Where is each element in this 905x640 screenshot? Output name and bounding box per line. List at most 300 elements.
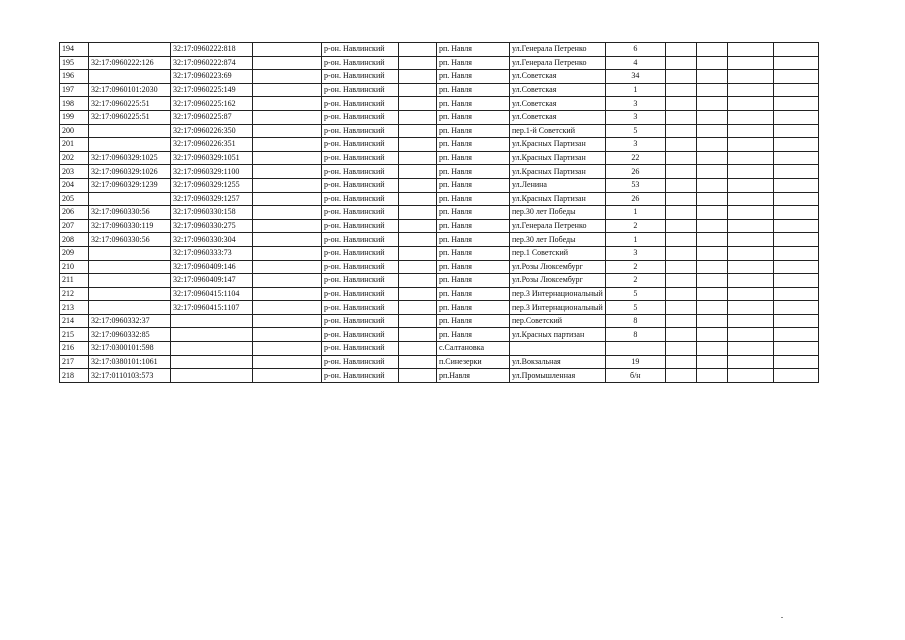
row-number-cell: 204 (60, 178, 89, 192)
row-number-cell: 203 (60, 165, 89, 179)
empty-cell (696, 301, 727, 315)
building-cadastral-cell: 32:17:0960333:73 (171, 246, 253, 260)
empty-cell (665, 369, 696, 383)
row-number-cell: 196 (60, 70, 89, 84)
scan-speck (781, 617, 783, 618)
building-cadastral-cell (171, 369, 253, 383)
empty-cell (773, 138, 818, 152)
house-number-cell: 1 (605, 206, 665, 220)
locality-cell: рп. Навля (437, 70, 510, 84)
empty-cell (696, 274, 727, 288)
blank-cell (399, 124, 437, 138)
row-number-cell: 201 (60, 138, 89, 152)
blank-cell (399, 246, 437, 260)
house-number-cell: 3 (605, 246, 665, 260)
empty-cell (665, 151, 696, 165)
empty-cell (665, 233, 696, 247)
empty-cell (665, 178, 696, 192)
empty-cell (773, 246, 818, 260)
blank-cell (253, 314, 322, 328)
locality-cell: рп. Навля (437, 43, 510, 57)
empty-cell (696, 246, 727, 260)
blank-cell (399, 43, 437, 57)
empty-cell (727, 342, 773, 356)
empty-cell (665, 70, 696, 84)
blank-cell (399, 151, 437, 165)
street-cell: ул.Розы Люксембург (510, 260, 606, 274)
table-row (60, 314, 819, 328)
empty-cell (727, 301, 773, 315)
cadastral-number-cell (89, 70, 171, 84)
blank-cell (399, 70, 437, 84)
empty-cell (727, 314, 773, 328)
empty-cell (665, 219, 696, 233)
empty-cell (696, 233, 727, 247)
blank-cell (253, 178, 322, 192)
empty-cell (727, 70, 773, 84)
empty-cell (696, 178, 727, 192)
row-number-cell: 199 (60, 110, 89, 124)
table-row (60, 56, 819, 70)
district-cell: р-он. Навлинский (322, 355, 399, 369)
street-cell: пер.30 лет Победы (510, 206, 606, 220)
row-number-cell: 206 (60, 206, 89, 220)
empty-cell (773, 151, 818, 165)
cadastral-number-cell: 32:17:0960329:1026 (89, 165, 171, 179)
row-number-cell: 195 (60, 56, 89, 70)
cadastral-number-cell (89, 43, 171, 57)
cadastral-number-cell (89, 301, 171, 315)
house-number-cell: 22 (605, 151, 665, 165)
building-cadastral-cell: 32:17:0960330:158 (171, 206, 253, 220)
table-row (60, 233, 819, 247)
street-cell: ул.Вокзальная (510, 355, 606, 369)
table-row (60, 206, 819, 220)
empty-cell (773, 328, 818, 342)
locality-cell: рп. Навля (437, 56, 510, 70)
house-number-cell: б/н (605, 369, 665, 383)
street-cell: пер.30 лет Победы (510, 233, 606, 247)
table-row (60, 342, 819, 356)
cadastral-number-cell: 32:17:0300101:598 (89, 342, 171, 356)
empty-cell (696, 328, 727, 342)
empty-cell (727, 151, 773, 165)
row-number-cell: 212 (60, 287, 89, 301)
empty-cell (665, 274, 696, 288)
street-cell: ул.Генерала Петренко (510, 43, 606, 57)
empty-cell (773, 274, 818, 288)
building-cadastral-cell: 32:17:0960409:147 (171, 274, 253, 288)
blank-cell (253, 83, 322, 97)
blank-cell (253, 56, 322, 70)
empty-cell (665, 124, 696, 138)
table-row (60, 287, 819, 301)
blank-cell (399, 83, 437, 97)
house-number-cell: 34 (605, 70, 665, 84)
locality-cell: рп. Навля (437, 328, 510, 342)
house-number-cell: 2 (605, 274, 665, 288)
district-cell: р-он. Навлинский (322, 274, 399, 288)
empty-cell (696, 97, 727, 111)
cadastral-number-cell (89, 138, 171, 152)
street-cell: пер.1 Советский (510, 246, 606, 260)
district-cell: р-он. Навлинский (322, 192, 399, 206)
house-number-cell: 1 (605, 233, 665, 247)
building-cadastral-cell: 32:17:0960415:1107 (171, 301, 253, 315)
house-number-cell: 3 (605, 138, 665, 152)
house-number-cell (605, 342, 665, 356)
empty-cell (773, 260, 818, 274)
locality-cell: п.Синезерки (437, 355, 510, 369)
locality-cell: рп. Навля (437, 178, 510, 192)
building-cadastral-cell: 32:17:0960329:1255 (171, 178, 253, 192)
empty-cell (665, 97, 696, 111)
street-cell: ул.Генерала Петренко (510, 56, 606, 70)
table-row (60, 260, 819, 274)
building-cadastral-cell: 32:17:0960330:275 (171, 219, 253, 233)
building-cadastral-cell (171, 342, 253, 356)
blank-cell (399, 369, 437, 383)
building-cadastral-cell: 32:17:0960409:146 (171, 260, 253, 274)
table-row (60, 70, 819, 84)
empty-cell (773, 287, 818, 301)
empty-cell (773, 43, 818, 57)
empty-cell (773, 178, 818, 192)
empty-cell (727, 328, 773, 342)
cadastral-number-cell: 32:17:0960329:1025 (89, 151, 171, 165)
empty-cell (727, 138, 773, 152)
street-cell: ул.Розы Люксембург (510, 274, 606, 288)
empty-cell (665, 83, 696, 97)
cadastral-number-cell (89, 287, 171, 301)
cadastral-number-cell: 32:17:0960225:51 (89, 110, 171, 124)
empty-cell (773, 165, 818, 179)
row-number-cell: 208 (60, 233, 89, 247)
street-cell: пер.Советский (510, 314, 606, 328)
empty-cell (727, 83, 773, 97)
building-cadastral-cell: 32:17:0960330:304 (171, 233, 253, 247)
house-number-cell: 2 (605, 219, 665, 233)
blank-cell (399, 260, 437, 274)
empty-cell (727, 43, 773, 57)
locality-cell: рп.Навля (437, 369, 510, 383)
blank-cell (399, 56, 437, 70)
blank-cell (399, 165, 437, 179)
district-cell: р-он. Навлинский (322, 301, 399, 315)
district-cell: р-он. Навлинский (322, 43, 399, 57)
street-cell: ул.Генерала Петренко (510, 219, 606, 233)
blank-cell (399, 206, 437, 220)
cadastral-number-cell: 32:17:0960222:126 (89, 56, 171, 70)
empty-cell (773, 301, 818, 315)
empty-cell (727, 233, 773, 247)
building-cadastral-cell: 32:17:0960225:149 (171, 83, 253, 97)
street-cell: ул.Советская (510, 70, 606, 84)
empty-cell (696, 355, 727, 369)
house-number-cell: 53 (605, 178, 665, 192)
street-cell: ул.Ленина (510, 178, 606, 192)
empty-cell (696, 151, 727, 165)
empty-cell (665, 165, 696, 179)
building-cadastral-cell: 32:17:0960226:351 (171, 138, 253, 152)
empty-cell (696, 314, 727, 328)
empty-cell (773, 206, 818, 220)
empty-cell (665, 355, 696, 369)
blank-cell (253, 124, 322, 138)
empty-cell (696, 110, 727, 124)
table-row (60, 97, 819, 111)
street-cell: ул.Красных Партизан (510, 165, 606, 179)
cadastral-number-cell: 32:17:0960332:85 (89, 328, 171, 342)
blank-cell (399, 287, 437, 301)
table-row (60, 192, 819, 206)
empty-cell (773, 369, 818, 383)
blank-cell (253, 192, 322, 206)
blank-cell (253, 206, 322, 220)
blank-cell (253, 246, 322, 260)
district-cell: р-он. Навлинский (322, 97, 399, 111)
table-row (60, 355, 819, 369)
row-number-cell: 207 (60, 219, 89, 233)
house-number-cell: 8 (605, 328, 665, 342)
blank-cell (399, 233, 437, 247)
empty-cell (665, 110, 696, 124)
blank-cell (253, 355, 322, 369)
empty-cell (665, 260, 696, 274)
street-cell: ул.Красных Партизан (510, 151, 606, 165)
blank-cell (399, 110, 437, 124)
empty-cell (696, 165, 727, 179)
empty-cell (696, 192, 727, 206)
blank-cell (253, 233, 322, 247)
district-cell: р-он. Навлинский (322, 138, 399, 152)
cadastral-number-cell (89, 260, 171, 274)
empty-cell (665, 342, 696, 356)
house-number-cell: 4 (605, 56, 665, 70)
empty-cell (727, 124, 773, 138)
building-cadastral-cell: 32:17:0960225:87 (171, 110, 253, 124)
table-row (60, 178, 819, 192)
district-cell: р-он. Навлинский (322, 151, 399, 165)
cadastral-number-cell: 32:17:0110103:573 (89, 369, 171, 383)
empty-cell (727, 274, 773, 288)
table-row (60, 328, 819, 342)
blank-cell (253, 110, 322, 124)
cadastral-number-cell: 32:17:0960330:56 (89, 233, 171, 247)
district-cell: р-он. Навлинский (322, 260, 399, 274)
cadastral-number-cell: 32:17:0960329:1239 (89, 178, 171, 192)
empty-cell (727, 355, 773, 369)
house-number-cell: 5 (605, 287, 665, 301)
empty-cell (773, 97, 818, 111)
blank-cell (399, 328, 437, 342)
empty-cell (665, 246, 696, 260)
house-number-cell: 5 (605, 301, 665, 315)
empty-cell (696, 138, 727, 152)
blank-cell (399, 355, 437, 369)
house-number-cell: 1 (605, 83, 665, 97)
blank-cell (253, 43, 322, 57)
empty-cell (727, 246, 773, 260)
empty-cell (727, 178, 773, 192)
empty-cell (696, 369, 727, 383)
blank-cell (253, 287, 322, 301)
locality-cell: рп. Навля (437, 165, 510, 179)
locality-cell: рп. Навля (437, 314, 510, 328)
empty-cell (696, 342, 727, 356)
empty-cell (696, 219, 727, 233)
table-row (60, 83, 819, 97)
street-cell: ул.Советская (510, 83, 606, 97)
empty-cell (773, 70, 818, 84)
blank-cell (399, 138, 437, 152)
table-row (60, 246, 819, 260)
building-cadastral-cell (171, 314, 253, 328)
cadastral-number-cell: 32:17:0960101:2030 (89, 83, 171, 97)
blank-cell (253, 260, 322, 274)
cadastral-number-cell: 32:17:0960332:37 (89, 314, 171, 328)
blank-cell (399, 342, 437, 356)
blank-cell (399, 219, 437, 233)
building-cadastral-cell (171, 355, 253, 369)
district-cell: р-он. Навлинский (322, 342, 399, 356)
empty-cell (696, 83, 727, 97)
district-cell: р-он. Навлинский (322, 369, 399, 383)
empty-cell (696, 56, 727, 70)
table-row (60, 369, 819, 383)
row-number-cell: 217 (60, 355, 89, 369)
cadastral-number-cell: 32:17:0960225:51 (89, 97, 171, 111)
blank-cell (399, 274, 437, 288)
locality-cell: рп. Навля (437, 301, 510, 315)
row-number-cell: 197 (60, 83, 89, 97)
blank-cell (399, 314, 437, 328)
cadastral-number-cell: 32:17:0380101:1061 (89, 355, 171, 369)
empty-cell (727, 287, 773, 301)
locality-cell: рп. Навля (437, 206, 510, 220)
locality-cell: рп. Навля (437, 192, 510, 206)
district-cell: р-он. Навлинский (322, 206, 399, 220)
table-row (60, 301, 819, 315)
locality-cell: рп. Навля (437, 260, 510, 274)
blank-cell (253, 70, 322, 84)
empty-cell (696, 124, 727, 138)
blank-cell (253, 369, 322, 383)
locality-cell: рп. Навля (437, 138, 510, 152)
district-cell: р-он. Навлинский (322, 83, 399, 97)
house-number-cell: 8 (605, 314, 665, 328)
blank-cell (253, 328, 322, 342)
empty-cell (727, 56, 773, 70)
building-cadastral-cell: 32:17:0960226:350 (171, 124, 253, 138)
empty-cell (665, 192, 696, 206)
table-row (60, 138, 819, 152)
row-number-cell: 194 (60, 43, 89, 57)
street-cell: ул.Промышленная (510, 369, 606, 383)
street-cell: ул.Красных Партизан (510, 138, 606, 152)
row-number-cell: 198 (60, 97, 89, 111)
table-row (60, 110, 819, 124)
blank-cell (253, 151, 322, 165)
empty-cell (727, 219, 773, 233)
locality-cell: рп. Навля (437, 97, 510, 111)
district-cell: р-он. Навлинский (322, 124, 399, 138)
empty-cell (665, 287, 696, 301)
row-number-cell: 205 (60, 192, 89, 206)
house-number-cell: 5 (605, 124, 665, 138)
building-cadastral-cell: 32:17:0960329:1100 (171, 165, 253, 179)
district-cell: р-он. Навлинский (322, 178, 399, 192)
cadastral-number-cell (89, 274, 171, 288)
house-number-cell: 3 (605, 97, 665, 111)
empty-cell (665, 301, 696, 315)
building-cadastral-cell: 32:17:0960329:1051 (171, 151, 253, 165)
blank-cell (253, 301, 322, 315)
house-number-cell: 19 (605, 355, 665, 369)
empty-cell (727, 206, 773, 220)
cadastral-number-cell (89, 246, 171, 260)
street-cell: ул.Красных партизан (510, 328, 606, 342)
empty-cell (773, 355, 818, 369)
building-cadastral-cell: 32:17:0960222:818 (171, 43, 253, 57)
street-cell: пер.3 Интернациональный (510, 287, 606, 301)
building-cadastral-cell: 32:17:0960415:1104 (171, 287, 253, 301)
district-cell: р-он. Навлинский (322, 246, 399, 260)
empty-cell (773, 314, 818, 328)
empty-cell (727, 165, 773, 179)
district-cell: р-он. Навлинский (322, 314, 399, 328)
empty-cell (773, 233, 818, 247)
street-cell: ул.Красных Партизан (510, 192, 606, 206)
district-cell: р-он. Навлинский (322, 110, 399, 124)
street-cell: пер.3 Интернациональный (510, 301, 606, 315)
locality-cell: с.Салтановка (437, 342, 510, 356)
empty-cell (665, 206, 696, 220)
district-cell: р-он. Навлинский (322, 287, 399, 301)
street-cell: ул.Советская (510, 110, 606, 124)
blank-cell (253, 165, 322, 179)
building-cadastral-cell: 32:17:0960329:1257 (171, 192, 253, 206)
blank-cell (399, 301, 437, 315)
row-number-cell: 213 (60, 301, 89, 315)
row-number-cell: 218 (60, 369, 89, 383)
empty-cell (665, 314, 696, 328)
district-cell: р-он. Навлинский (322, 219, 399, 233)
district-cell: р-он. Навлинский (322, 328, 399, 342)
blank-cell (253, 219, 322, 233)
row-number-cell: 209 (60, 246, 89, 260)
empty-cell (727, 369, 773, 383)
cadastral-number-cell: 32:17:0960330:56 (89, 206, 171, 220)
table-row (60, 43, 819, 57)
empty-cell (727, 97, 773, 111)
locality-cell: рп. Навля (437, 233, 510, 247)
empty-cell (665, 328, 696, 342)
blank-cell (399, 97, 437, 111)
locality-cell: рп. Навля (437, 287, 510, 301)
empty-cell (696, 206, 727, 220)
building-cadastral-cell (171, 328, 253, 342)
locality-cell: рп. Навля (437, 83, 510, 97)
empty-cell (665, 138, 696, 152)
empty-cell (696, 287, 727, 301)
house-number-cell: 26 (605, 165, 665, 179)
blank-cell (253, 274, 322, 288)
locality-cell: рп. Навля (437, 274, 510, 288)
row-number-cell: 202 (60, 151, 89, 165)
building-cadastral-cell: 32:17:0960223:69 (171, 70, 253, 84)
blank-cell (399, 192, 437, 206)
